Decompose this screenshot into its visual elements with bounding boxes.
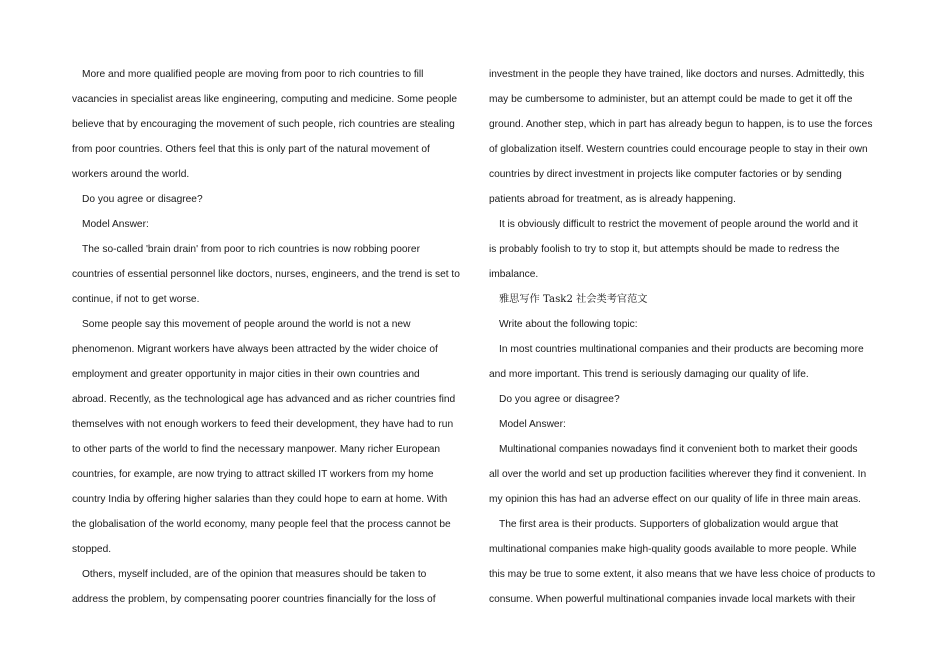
- text-line: countries, for example, are now trying to attract skilled IT workers from my home: [72, 469, 434, 480]
- text-line: this may be true to some extent, it also means that we have less choice of products to: [489, 569, 876, 580]
- text-line: may be cumbersome to administer, but an attempt could be made to get it off the: [489, 94, 853, 105]
- text-line: Others, myself included, are of the opinion that measures should be taken to: [82, 569, 427, 580]
- text-line: More and more qualified people are moving from poor to rich countries to fill: [82, 69, 424, 80]
- text-line: is probably foolish to try to stop it, but attempts should be made to redress the: [489, 244, 840, 255]
- text-line: multinational companies make high-quality goods available to more people. While: [489, 544, 857, 555]
- text-line: all over the world and set up production facilities wherever they find it convenient. In: [489, 469, 867, 480]
- text-line: Multinational companies nowadays find it convenient both to market their goods: [499, 444, 858, 455]
- text-line: investment in the people they have trained, like doctors and nurses. Admittedly, this: [489, 69, 865, 80]
- text-line: It is obviously difficult to restrict the movement of people around the world and it: [499, 219, 858, 230]
- text-line: consume. When powerful multinational companies invade local markets with their: [489, 594, 856, 605]
- text-line: employment and greater opportunity in major cities in their own countries and: [72, 369, 420, 380]
- text-line: In most countries multinational companies and their products are becoming more: [499, 344, 864, 355]
- text-line: themselves with not enough workers to feed their development, they have had to run: [72, 419, 454, 430]
- text-line: ground. Another step, which in part has already begun to happen, is to use the forces: [489, 119, 873, 130]
- text-line: from poor countries. Others feel that this is only part of the natural movement of: [72, 144, 430, 155]
- text-line: continue, if not to get worse.: [72, 294, 200, 305]
- text-line: to other parts of the world to find the necessary manpower. Many richer European: [72, 444, 441, 455]
- text-line: abroad. Recently, as the technological age has advanced and as richer countries find: [72, 394, 456, 405]
- model-answer-heading: Model Answer:: [499, 419, 566, 430]
- text-line: stopped.: [72, 544, 112, 555]
- text-line: country India by offering higher salaries than they could hope to earn at home. With: [72, 494, 448, 505]
- question-line: Do you agree or disagree?: [82, 194, 203, 205]
- text-line: of globalization itself. Western countries could encourage people to stay in their own: [489, 144, 868, 155]
- text-line: vacancies in specialist areas like engineering, computing and medicine. Some people: [72, 94, 458, 105]
- text-line: The first area is their products. Supporters of globalization would argue that: [499, 519, 839, 530]
- question-line: Do you agree or disagree?: [499, 394, 620, 405]
- left-column: [72, 62, 464, 612]
- text-line: the globalisation of the world economy, many people feel that the process cannot be: [72, 519, 451, 530]
- section-title: 雅思写作 Task2 社会类考官范文: [499, 294, 648, 305]
- text-line: Some people say this movement of people around the world is not a new: [82, 319, 411, 330]
- text-line: my opinion this has had an adverse effect on our quality of life in three main areas.: [489, 494, 861, 505]
- text-line: patients abroad for treatment, as is already happening.: [489, 194, 736, 205]
- text-line: and more important. This trend is seriously damaging our quality of life.: [489, 369, 809, 380]
- text-line: address the problem, by compensating poorer countries financially for the loss of: [72, 594, 436, 605]
- text-line: believe that by encouraging the movement of such people, rich countries are stealing: [72, 119, 455, 130]
- text-line: phenomenon. Migrant workers have always been attracted by the wider choice of: [72, 344, 438, 355]
- model-answer-heading: Model Answer:: [82, 219, 149, 230]
- right-column: [489, 62, 881, 612]
- text-line: The so-called 'brain drain' from poor to rich countries is now robbing poorer: [82, 244, 420, 255]
- text-line: workers around the world.: [72, 169, 190, 180]
- text-line: imbalance.: [489, 269, 539, 280]
- text-line: countries of essential personnel like doctors, nurses, engineers, and the trend is set to: [72, 269, 460, 280]
- text-line: countries by direct investment in projects like computer factories or by sending: [489, 169, 842, 180]
- topic-instruction: Write about the following topic:: [499, 319, 638, 330]
